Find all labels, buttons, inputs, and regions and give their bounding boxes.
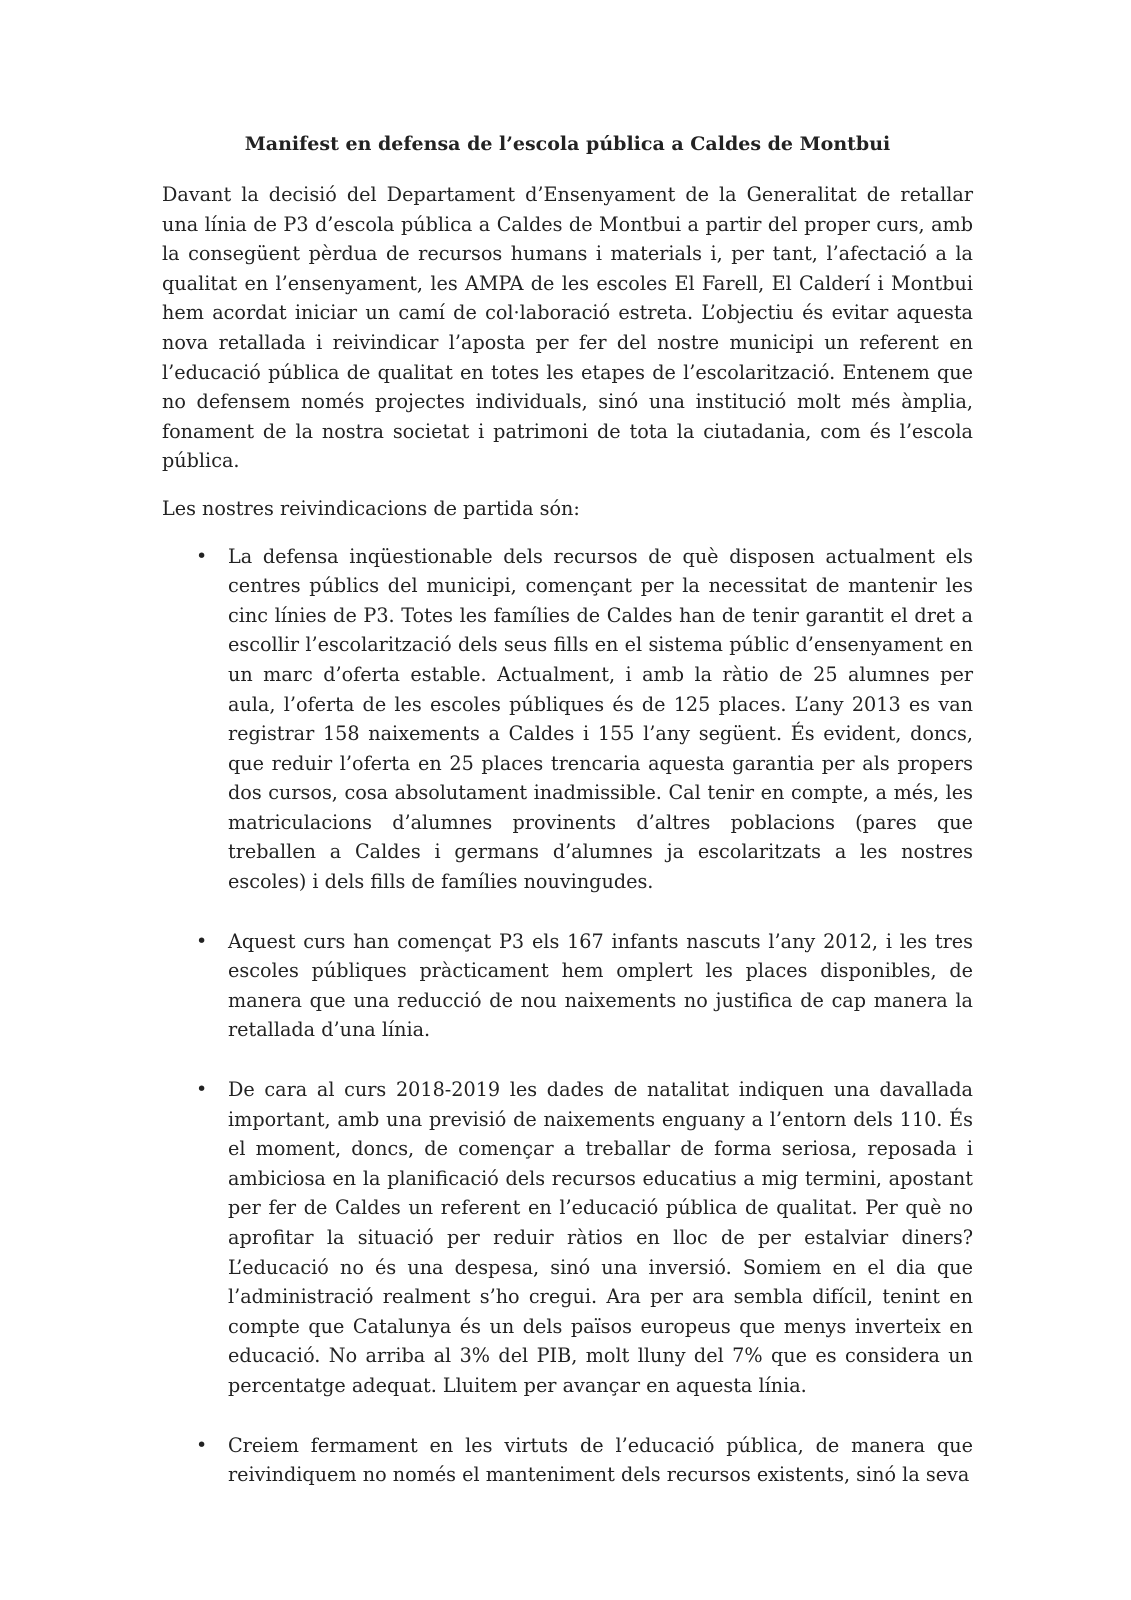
list-item [162,542,973,897]
intro-paragraph: Davant la decisió del Departament d’Ensenyament de la Generalitat de retallar una línia de P3 d’escola pública a Caldes de Montbui a partir del proper curs, amb la consegüent pèrdua de recursos humans i materials i, per tant, l’afectació a la qualitat en l’ensenyament, les AMPA de les escoles El Farell, El Calderí i Montbui hem acordat iniciar un camí de col·laboració estreta. L’objectiu és evitar aquesta nova retallada i reivindicar l’aposta per fer del nostre municipi un referent en l’educació pública de qualitat en totes les etapes de l’escolarització. Entenem que no defensem només projectes individuals, sinó una institució molt més àmplia, fonament de la nostra societat i patrimoni de tota la ciutadania, com és l’escola pública. [162,183,973,473]
list-item-text: De cara al curs 2018-2019 les dades de natalitat indiquen una davallada important, amb una previsió de naixements enguany a l’entorn dels 110. És el moment, doncs, de començar a treballar de forma seriosa, reposada i ambiciosa en la planificació dels recursos educatius a mig termini, apostant per fer de Caldes un referent en l’educació pública de qualitat. Per què no aprofitar la situació per reduir ràtios en lloc de per estalviar diners? L’educació no és una despesa, sinó una inversió. Somiem en el dia que l’administració realment s’ho cregui. Ara per ara sembla difícil, tenint en compte que Catalunya és un dels països europeus que menys inverteix en educació. No arriba al 3% del PIB, molt lluny del 7% que es considera un percentatge adequat. Lluitem per avançar en aquesta línia. [228,1078,973,1397]
list-intro: Les nostres reivindicacions de partida són: [162,496,580,520]
list-item [162,927,973,1045]
list-item-text: Creiem fermament en les virtuts de l’educació pública, de manera que reivindiquem no només el manteniment dels recursos existents, sinó la seva [228,1433,973,1487]
list-item-text: Aquest curs han començat P3 els 167 infants nascuts l’any 2012, i les tres escoles públiques pràcticament hem omplert les places disponibles, de manera que una reducció de nou naixements no justifica de cap manera la retallada d’una línia. [228,929,973,1042]
list-item [162,1431,973,1490]
bullet-icon: • [196,544,208,567]
bullet-icon: • [196,929,208,952]
list-item [162,1075,973,1401]
bullet-icon: • [196,1433,208,1456]
demands-list [162,542,973,1490]
bullet-icon: • [196,1078,208,1101]
document-title: Manifest en defensa de l’escola pública a Caldes de Montbui [244,133,891,155]
list-item-text: La defensa inqüestionable dels recursos de què disposen actualment els centres públics del municipi, començant per la necessitat de mantenir les cinc línies de P3. Totes les famílies de Caldes han de tenir garantit el dret a escollir l’escolarització dels seus fills en el sistema públic d’ensenyament en un marc d’oferta estable. Actualment, i amb la ràtio de 25 alumnes per aula, l’oferta de les escoles públiques és de 125 places. L’any 2013 es van registrar 158 naixements a Caldes i 155 l’any següent. És evident, doncs, que reduir l’oferta en 25 places trencaria aquesta garantia per als propers dos cursos, cosa absolutament inadmissible. Cal tenir en compte, a més, les matriculacions d’alumnes provinents d’altres poblacions (pares que treballen a Caldes i germans d’alumnes ja escolaritzats a les nostres escoles) i dels fills de famílies nouvingudes. [228,544,973,894]
document-body [162,128,973,1490]
